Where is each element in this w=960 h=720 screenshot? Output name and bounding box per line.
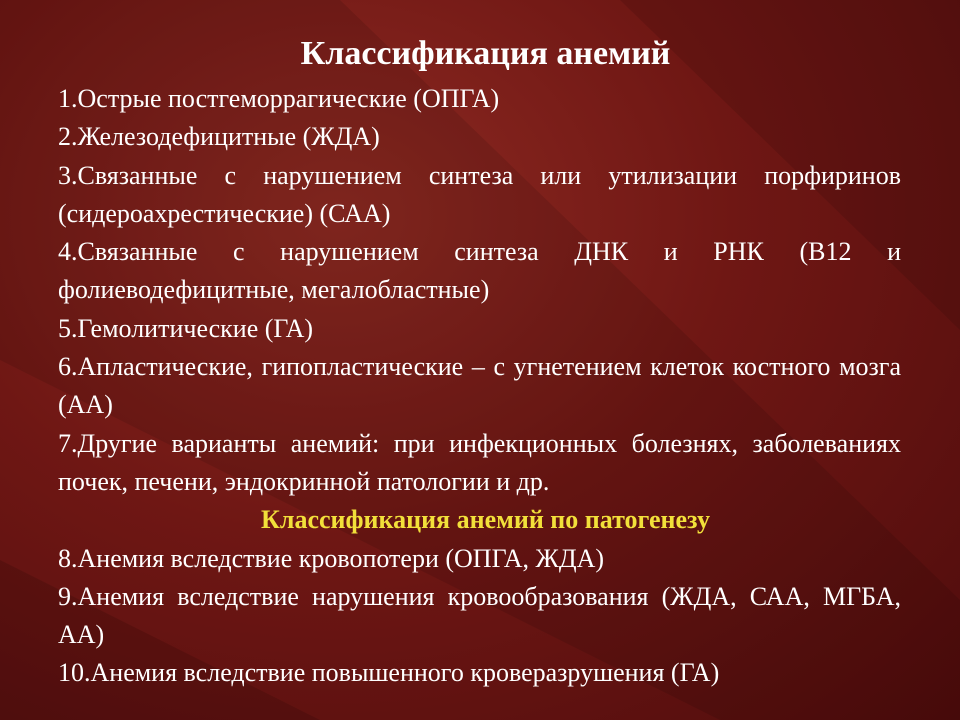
list-item-3: 3.Связанные с нарушением синтеза или утилизации порфиринов (сидероахрестические) (САА) (58, 160, 901, 228)
list-item-7: 7.Другие варианты анемий: при инфекционных болезнях, заболеваниях почек, печени, эндокринной патологии и др. (58, 428, 901, 496)
section-subtitle: Классификация анемий по патогенезу (261, 505, 710, 535)
list-item-10: 10.Анемия вследствие повышенного кроверазрушения (ГА) (58, 658, 720, 688)
list-item-1: 1.Острые постгеморрагические (ОПГА) (58, 84, 500, 113)
list-item-8: 8.Анемия вследствие кровопотери (ОПГА, ЖДА) (58, 543, 605, 573)
slide-content (58, 28, 901, 693)
list-item-4: 4.Связанные с нарушением синтеза ДНК и РНК (В12 и фолиеводефицитные, мегалобластные) (58, 237, 901, 305)
list-item-6: 6.Апластические, гипопластические – с угнетением клеток костного мозга (АА) (58, 352, 901, 420)
list-item-5: 5.Гемолитические (ГА) (58, 313, 314, 343)
list-item-2: 2.Железодефицитные (ЖДА) (58, 122, 380, 152)
list-item-9: 9.Анемия вследствие нарушения кровообразования (ЖДА, САА, МГБА, АА) (58, 581, 901, 650)
slide-title: Классификация анемий (300, 35, 671, 72)
